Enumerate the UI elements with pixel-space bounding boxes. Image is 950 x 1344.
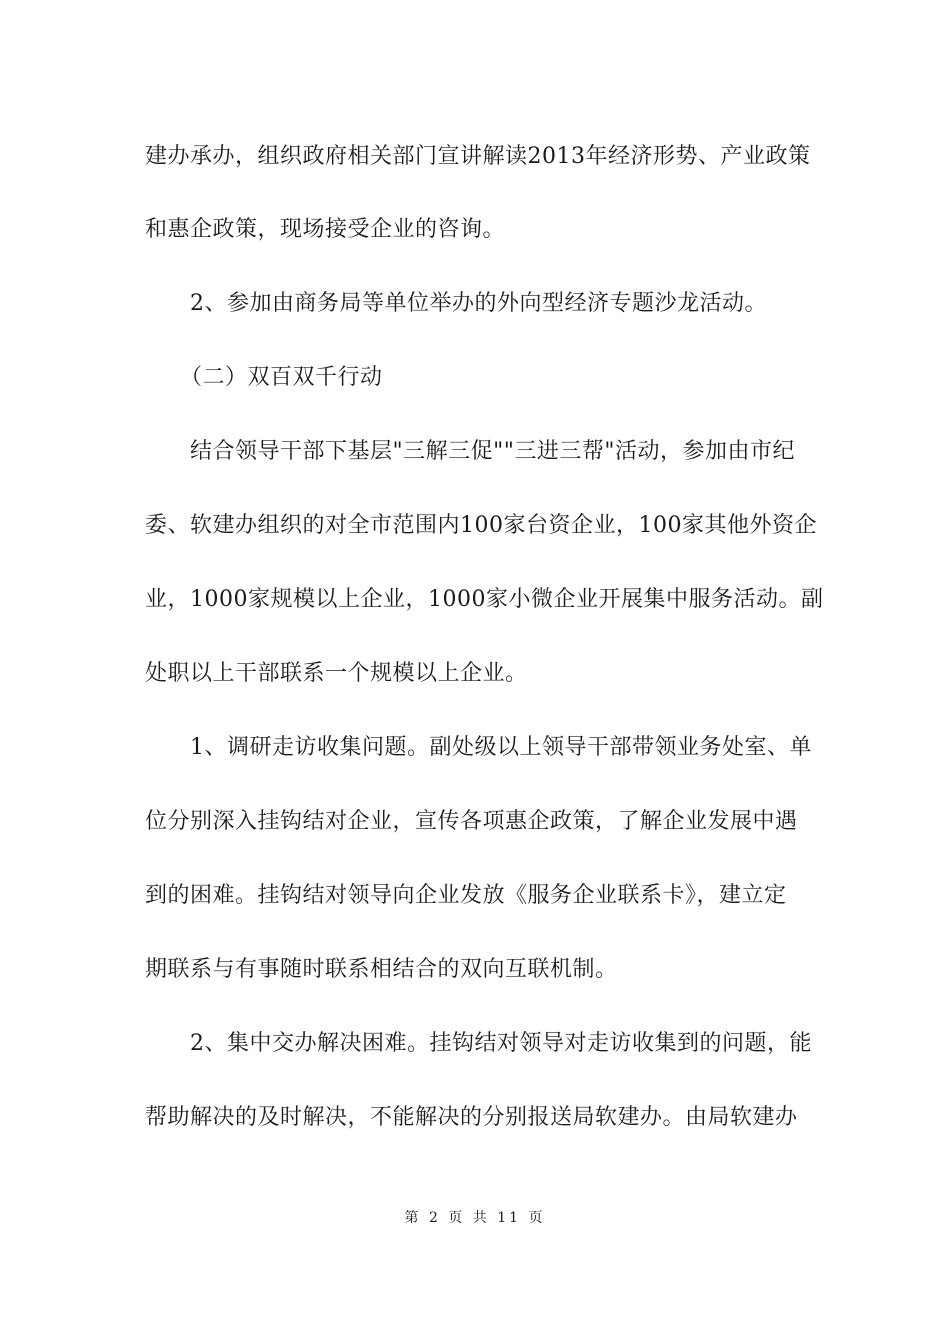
paragraph-line: 处职以上干部联系一个规模以上企业。 — [145, 661, 528, 686]
paragraph-line: 业，1000家规模以上企业，1000家小微企业开展集中服务活动。副 — [145, 587, 824, 612]
paragraph-line: 帮助解决的及时解决，不能解决的分别报送局软建办。由局软建办 — [145, 1105, 798, 1130]
paragraph-line: 2、集中交办解决困难。挂钩结对领导对走访收集到的问题，能 — [190, 1031, 812, 1056]
paragraph-line: 位分别深入挂钩结对企业，宣传各项惠企政策，了解企业发展中遇 — [145, 809, 798, 834]
paragraph-line: 1、调研走访收集问题。副处级以上领导干部带领业务处室、单 — [190, 735, 812, 760]
page-number: 第 2 页 共 11 页 — [404, 1210, 546, 1226]
paragraph-line: 和惠企政策，现场接受企业的咨询。 — [145, 217, 506, 242]
paragraph-line: 结合领导干部下基层"三解三促""三进三帮"活动，参加由市纪 — [190, 439, 795, 464]
paragraph-line: 到的困难。挂钩结对领导向企业发放《服务企业联系卡》，建立定 — [145, 883, 787, 908]
paragraph-line: 委、软建办组织的对全市范围内100家台资企业，100家其他外资企 — [145, 513, 817, 538]
paragraph-line: 建办承办，组织政府相关部门宣讲解读2013年经济形势、产业政策 — [145, 144, 811, 169]
paragraph-line: 期联系与有事随时联系相结合的双向互联机制。 — [145, 957, 618, 982]
paragraph-line: 2、参加由商务局等单位举办的外向型经济专题沙龙活动。 — [190, 291, 767, 316]
section-heading: （二）双百双千行动 — [180, 365, 383, 390]
